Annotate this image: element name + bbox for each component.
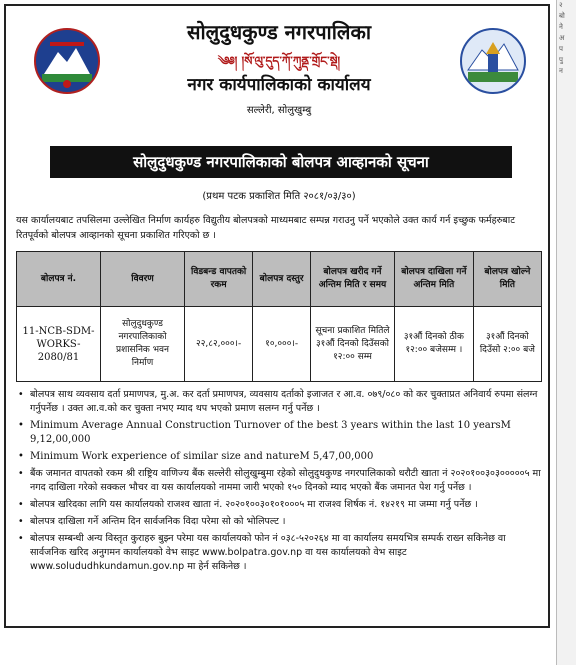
list-item: • बैंक जमानत वापतको रकम श्री राष्ट्रिय वाणिज्य बैंक सल्लेरी सोलुखुम्बुमा रहेको सोलुदुधकुण्ड नगरपालिकाको धरौटी खाता नं २०२०१००३०३०००००५ मा नगद दाखिला गरेको सक्कल भौचर वा यस कार्यालयको नाममा जारी भएको १५० दिनको म्याद भएको बैंक जमानत पेश गर्नु पर्नेछ । <box>16 467 544 495</box>
municipality-title: सोलुदुधकुण्ड नगरपालिका <box>186 20 372 44</box>
list-item: • बोलपत्र दाखिला गर्ने अन्तिम दिन सार्वजनिक विदा परेमा सो को भोलिपल्ट । <box>16 515 544 529</box>
header-tender-no: बोलपत्र नं. <box>17 252 101 307</box>
header-tender-fee: बोलपत्र दस्तुर <box>253 252 311 307</box>
cell-bid-bond: २२,८२,०००।- <box>185 307 253 382</box>
list-item: • बोलपत्र खरिदका लागि यस कार्यालयको राजश्व खाता नं. २०२०१००३०१०१०००५ मा राजश्व शिर्षक नं. १४२१९ मा जम्मा गर्नु पर्नेछ । <box>16 498 544 512</box>
header-purchase-deadline: बोलपत्र खरीद गर्ने अन्तिम मिति र समय <box>311 252 395 307</box>
cell-tender-fee: १०,०००।- <box>253 307 311 382</box>
tibetan-title: ༄༅། །སོ་ལུ་དུད་ཀོ་ཀུནྡ་གྲོང་སྡེ། <box>217 54 341 68</box>
cell-tender-no: 11-NCB-SDM-WORKS-2080/81 <box>17 307 101 382</box>
adjacent-page-edge: २ बो ने अ प पु न <box>556 0 576 665</box>
header-bid-bond: विडबन्ड वापतको रकम <box>185 252 253 307</box>
cell-submission-deadline: ३१औं दिनको ठीक १२:०० बजेसम्म । <box>395 307 474 382</box>
cell-opening-date: ३१औं दिनको दिउँसो २:०० बजे <box>473 307 541 382</box>
publication-date: (प्रथम पटक प्रकाशित मिति २०८१/०३/३०) <box>202 191 356 202</box>
list-item: • Minimum Work experience of similar size and natureM 5,47,00,000 <box>16 450 544 464</box>
tender-notice <box>4 4 550 628</box>
header-opening-date: बोलपत्र खोल्ने मिति <box>473 252 541 307</box>
table-header-row <box>17 252 542 307</box>
table-row <box>17 307 542 382</box>
notice-banner: सोलुदुधकुण्ड नगरपालिकाको बोलपत्र आव्हानको सूचना <box>50 146 512 178</box>
cell-description: सोलुदुधकुण्ड नगरपालिकाको प्रशासनिक भवन निर्माण <box>101 307 185 382</box>
intro-paragraph: यस कार्यालयबाट तपसिलमा उल्लेखित निर्माण कार्यहरु विद्युतीय बोलपत्रको माध्यमबाट सम्पन्न गराउनु पर्ने भएकोले उक्त कार्य गर्न इच्छुक फर्महरुबाट रितपूर्वको बोलपत्र आव्हानको सूचना प्रकाशित गरिएको छ । <box>16 215 515 241</box>
cell-purchase-deadline: सूचना प्रकाशित मितिले ३१औं दिनको दिउँसको १२:०० सम्म <box>311 307 395 382</box>
list-item: • बोलपत्र साथ व्यवसाय दर्ता प्रमाणपत्र, मु.अ. कर दर्ता प्रमाणपत्र, व्यवसाय दर्ताको इजाजत र आ.व. ०७९/०८० को कर चुक्ताप्रत अनिवार्य रुपमा संलग्न गर्नुपर्नेछ । उक्त आ.व.को कर चुक्ता नभए म्याद थप भएको प्रमाण सलग्न गर्नु पर्नेछ । <box>16 388 544 416</box>
header-submission-deadline: बोलपत्र दाखिला गर्ने अन्तिम मिति <box>395 252 474 307</box>
office-title: नगर कार्यपालिकाको कार्यालय <box>187 75 371 95</box>
header-description: विवरण <box>101 252 185 307</box>
list-item: • बोलपत्र सम्बन्धी अन्य विस्तृत कुराहरु बुझ्न परेमा यस कार्यालयको फोन नं ०३८-५२०२६४ मा वा कार्यालय समयभित्र सम्पर्क राख्न सकिनेछ वा सार्वजनिक खरिद अनुगमन कार्यालयको वेभ साइट www.bolpatra.gov.np वा यस कार्यालयको वेभ साइट www.solududhkundamun.gov.np मा हेर्न सकिनेछ । <box>16 532 544 574</box>
list-item: • Minimum Average Annual Construction Turnover of the best 3 years within the last 10 yearsM 9,12,00,000 <box>16 419 544 447</box>
tender-table <box>16 251 542 382</box>
office-address: सल्लेरी, सोलुखुम्बु <box>246 105 312 116</box>
conditions-list <box>16 388 544 577</box>
